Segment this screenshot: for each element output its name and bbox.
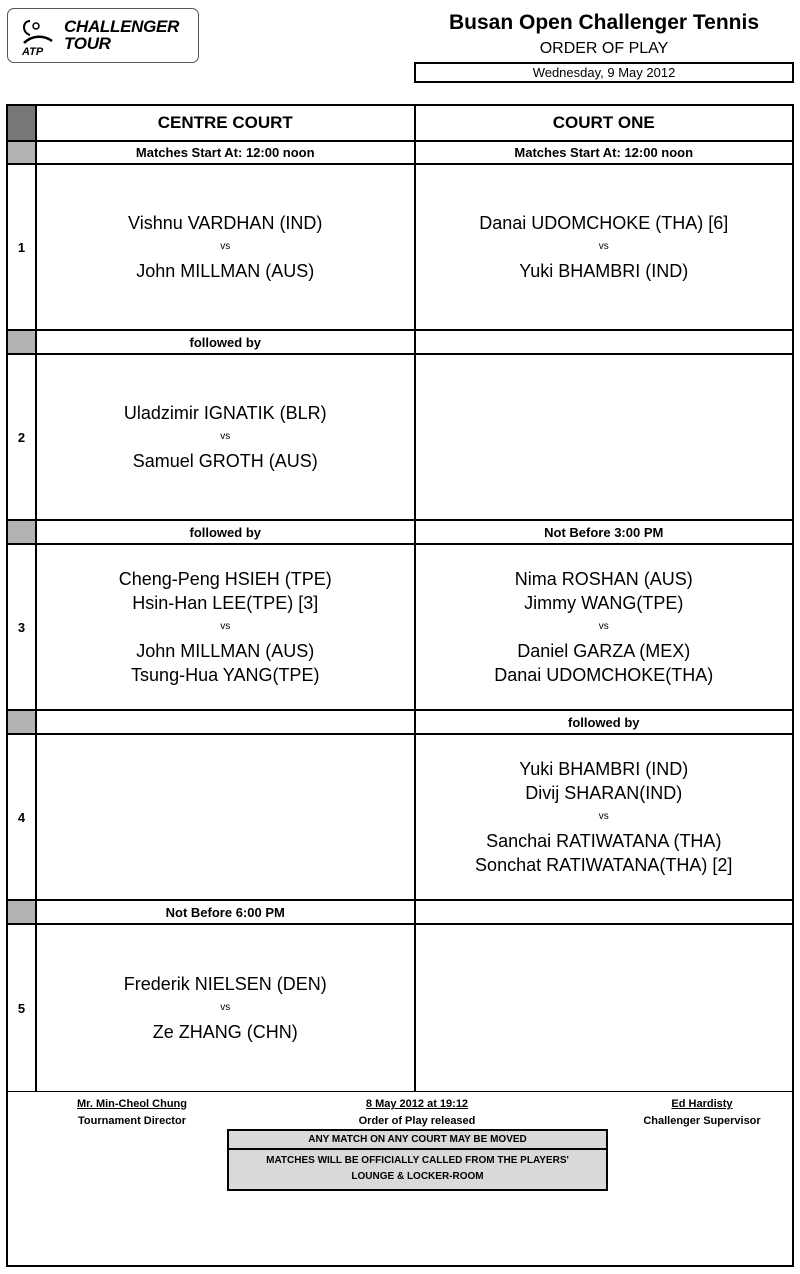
row-marker (8, 331, 36, 353)
player: Daniel GARZA (MEX) (517, 641, 691, 661)
start-time-one: Matches Start At: 12:00 noon (414, 142, 793, 163)
order-of-play-heading: ORDER OF PLAY (539, 40, 669, 57)
notice-line: LOUNGE & LOCKER-ROOM (351, 1171, 484, 1182)
row-marker (8, 142, 36, 163)
match-centre-4-empty (36, 735, 414, 899)
release-info (317, 1096, 517, 1130)
row-marker (8, 711, 36, 733)
match-number: 5 (8, 925, 36, 1091)
sequence-row (8, 331, 792, 355)
match-one-2-empty (414, 355, 793, 519)
row-marker (8, 901, 36, 923)
start-time-row (8, 142, 792, 165)
schedule-footer (6, 1092, 794, 1267)
sequence-centre: followed by (36, 331, 414, 353)
logo-brand-line2: TOUR (64, 34, 111, 53)
player: Tsung-Hua YANG(TPE) (131, 665, 320, 685)
player: Sonchat RATIWATANA(THA) [2] (475, 855, 733, 875)
notice-line: MATCHES WILL BE OFFICIALLY CALLED FROM THE PLAYERS' (266, 1155, 569, 1166)
match-row-4 (8, 735, 792, 901)
start-time-centre: Matches Start At: 12:00 noon (36, 142, 414, 163)
sequence-row (8, 901, 792, 925)
player: Uladzimir IGNATIK (BLR) (123, 403, 327, 423)
match-one-3 (414, 545, 793, 709)
player: Danai UDOMCHOKE (THA) [6] (479, 213, 729, 233)
match-centre-5 (36, 925, 414, 1091)
supervisor-role: Challenger Supervisor (643, 1115, 761, 1127)
player: Divij SHARAN(IND) (525, 783, 683, 803)
match-one-5-empty (414, 925, 793, 1091)
player: Nima ROSHAN (AUS) (514, 569, 693, 589)
sequence-one (414, 901, 793, 923)
player: Hsin-Han LEE(TPE) [3] (132, 593, 319, 613)
vs-label: vs (598, 621, 609, 632)
vs-label: vs (598, 241, 609, 252)
player: Danai UDOMCHOKE(THA) (494, 665, 714, 685)
match-number: 4 (8, 735, 36, 899)
sequence-one: Not Before 3:00 PM (414, 521, 793, 543)
challenger-tour-logo (7, 8, 199, 63)
sequence-one (414, 331, 793, 353)
logo-brand-line1: CHALLENGER (64, 17, 180, 36)
vs-label: vs (220, 621, 231, 632)
supervisor-name: Ed Hardisty (671, 1098, 733, 1110)
corner-cell (8, 106, 36, 140)
release-label: Order of Play released (358, 1115, 476, 1127)
player: Yuki BHAMBRI (IND) (519, 759, 689, 779)
notice-match-moved: ANY MATCH ON ANY COURT MAY BE MOVED (227, 1129, 608, 1150)
vs-label: vs (598, 811, 609, 822)
court-header-centre: CENTRE COURT (36, 106, 414, 140)
player: John MILLMAN (AUS) (136, 261, 315, 281)
vs-label: vs (220, 1002, 231, 1013)
match-one-1 (414, 165, 793, 329)
row-marker (8, 521, 36, 543)
sequence-centre: followed by (36, 521, 414, 543)
player: Ze ZHANG (CHN) (152, 1022, 298, 1042)
sequence-one: followed by (414, 711, 793, 733)
director-role: Tournament Director (78, 1115, 186, 1127)
match-row-5 (8, 925, 792, 1092)
sequence-centre: Not Before 6:00 PM (36, 901, 414, 923)
court-header-one: COURT ONE (414, 106, 793, 140)
match-number: 1 (8, 165, 36, 329)
match-number: 2 (8, 355, 36, 519)
notice-match-called (227, 1150, 608, 1191)
release-date: 8 May 2012 at 19:12 (365, 1098, 469, 1110)
match-row-3 (8, 545, 792, 711)
sequence-centre (36, 711, 414, 733)
atp-logo-icon (16, 17, 62, 57)
supervisor-signature (617, 1096, 787, 1130)
tournament-title: Busan Open Challenger Tennis (449, 11, 759, 34)
sequence-row (8, 521, 792, 545)
match-number: 3 (8, 545, 36, 709)
player: John MILLMAN (AUS) (136, 641, 315, 661)
player: Frederik NIELSEN (DEN) (123, 974, 327, 994)
match-centre-2 (36, 355, 414, 519)
schedule-table (6, 104, 794, 1092)
player: Jimmy WANG(TPE) (524, 593, 684, 613)
player: Sanchai RATIWATANA (THA) (486, 831, 722, 851)
match-row-1 (8, 165, 792, 331)
sequence-row (8, 711, 792, 735)
tournament-director-signature (52, 1096, 212, 1130)
schedule-date: Wednesday, 9 May 2012 (414, 62, 794, 83)
player: Yuki BHAMBRI (IND) (519, 261, 689, 281)
vs-label: vs (220, 431, 231, 442)
match-centre-3 (36, 545, 414, 709)
player: Samuel GROTH (AUS) (132, 451, 318, 471)
player: Cheng-Peng HSIEH (TPE) (118, 569, 332, 589)
vs-label: vs (220, 241, 231, 252)
match-centre-1 (36, 165, 414, 329)
match-one-4 (414, 735, 793, 899)
player: Vishnu VARDHAN (IND) (128, 213, 323, 233)
match-row-2 (8, 355, 792, 521)
director-name: Mr. Min-Cheol Chung (77, 1098, 187, 1110)
court-header-row (8, 106, 792, 142)
svg-text:ATP: ATP (22, 46, 44, 57)
